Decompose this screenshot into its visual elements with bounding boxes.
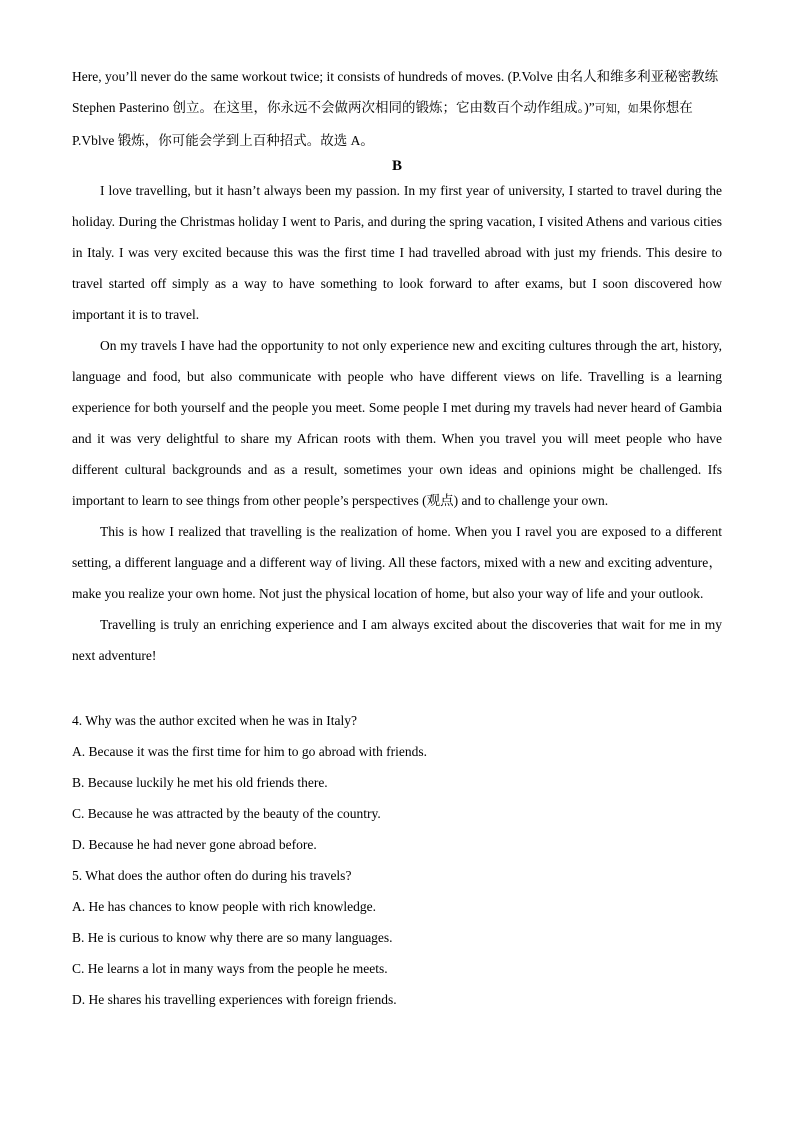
question-5-option-b: B. He is curious to know why there are so many languages.	[72, 930, 393, 945]
passage-paragraph-4: Travelling is truly an enriching experience and I am always excited about the discoveries that wait for me in my next adventure!	[72, 617, 722, 663]
question-5-option-a: A. He has chances to know people with rich knowledge.	[72, 899, 377, 914]
question-4-option-d: D. Because he had never gone abroad before.	[72, 837, 317, 852]
question-4-option-c: C. Because he was attracted by the beauty of the country.	[72, 806, 381, 821]
explanation-note: 可知，如	[594, 103, 639, 115]
question-5-option-d: D. He shares his travelling experiences with foreign friends.	[72, 992, 397, 1007]
passage-paragraph-3: This is how I realized that travelling is the realization of home. When you I ravel you are exposed to a different setting, a different language and a different way of living. All these factors, mixed with a new and exciting adventure，make you realize your own home. Not just the physical location of home, but also your way of life and your outlook.	[72, 524, 722, 601]
previous-answer-explanation	[72, 61, 722, 156]
explanation-text-2: 果你想在 P.Vblve 锻炼，你可能会学到上百种招式。故选 A。	[72, 100, 693, 148]
question-5-stem: 5. What does the author often do during his travels?	[72, 868, 352, 883]
explanation-text: Here, you’ll never do the same workout twice; it consists of hundreds of moves. (P.Volve 由名人和维多利亚秘密教练 Stephen Pasterino 创立。在这里，你永远不会做两次相同的锻炼；它由数百个动作组成。)”	[72, 69, 719, 115]
question-4-option-a: A. Because it was the first time for him to go abroad with friends.	[72, 744, 428, 759]
passage-paragraph-2: On my travels I have had the opportunity to not only experience new and exciting cultures through the art, history, language and food, but also communicate with people who have different views on life. Travelling is a learning experience for both yourself and the people you meet. Some people I met during my travels had never heard of Gambia and it was very delightful to share my African roots with them. When you travel you will meet people who have different cultural backgrounds and as a result, sometimes your own ideas and opinions might be challenged. Ifs important to learn to see things from other people’s perspectives (观点) and to challenge your own.	[72, 338, 722, 508]
reading-passage	[72, 175, 722, 671]
passage-paragraph-1: I love travelling, but it hasn’t always been my passion. In my first year of university, I started to travel during the holiday. During the Christmas holiday I went to Paris, and during the spring vacation, I visited Athens and various cities in Italy. I was very excited because this was the first time I had travelled abroad with just my friends. This desire to travel started off simply as a way to have something to look forward to after exams, but I soon discovered how important it is to travel.	[72, 183, 722, 322]
question-4-stem: 4. Why was the author excited when he was in Italy?	[72, 713, 358, 728]
question-4-option-b: B. Because luckily he met his old friends there.	[72, 775, 328, 790]
section-heading: B	[391, 158, 402, 174]
question-list	[72, 705, 722, 1015]
question-5-option-c: C. He learns a lot in many ways from the people he meets.	[72, 961, 388, 976]
